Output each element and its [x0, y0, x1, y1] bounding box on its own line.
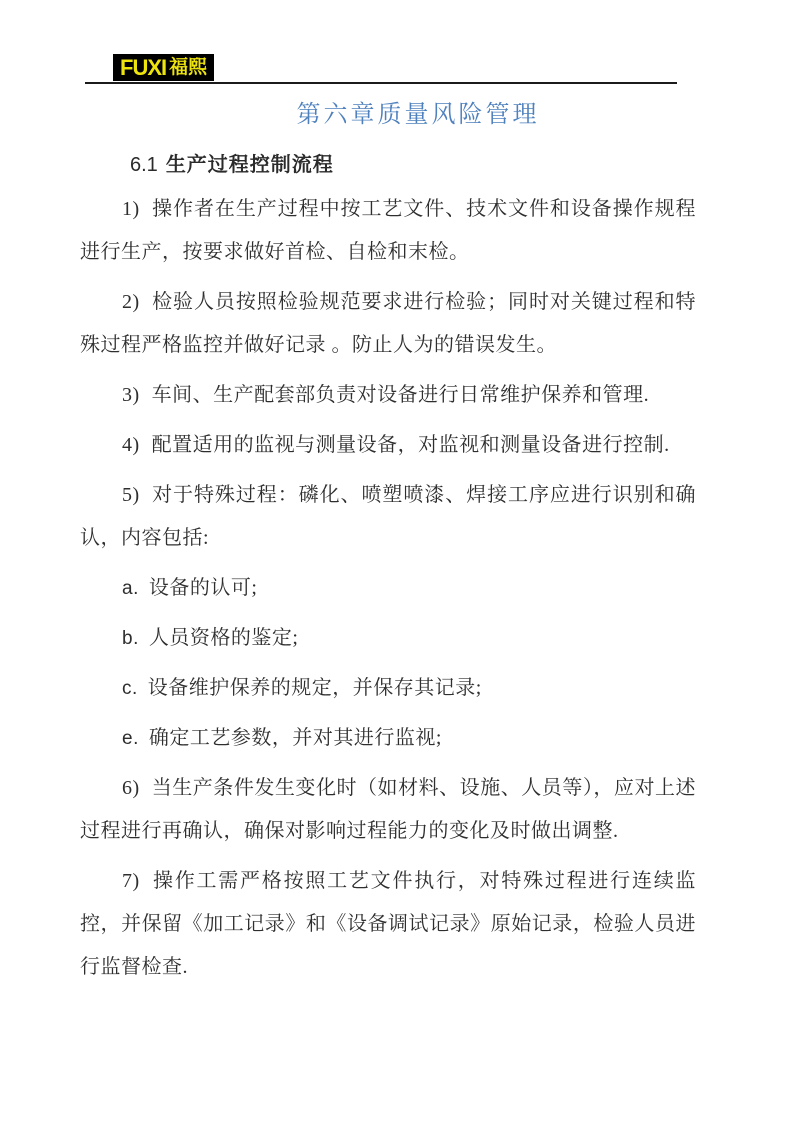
paragraph-5: [80, 474, 696, 560]
list-marker: 7): [122, 870, 140, 892]
paragraph-text: 操作者在生产过程中按工艺文件、技术文件和设备操作规程进行生产，按要求做好首检、自检和末检。: [80, 198, 696, 263]
paragraph-text: 人员资格的鉴定;: [148, 627, 299, 649]
section-heading: [80, 145, 696, 185]
paragraph-text: 车间、生产配套部负责对设备进行日常维护保养和管理.: [151, 384, 650, 406]
section-title: 生产过程控制流程: [165, 154, 334, 176]
document-body: [80, 99, 696, 996]
paragraph-text: 检验人员按照检验规范要求进行检验；同时对关键过程和特殊过程严格监控并做好记录 。防止人为的错误发生。: [80, 291, 696, 356]
paragraph-4: [80, 424, 696, 467]
paragraph-2: [80, 281, 696, 367]
paragraph-text: 当生产条件发生变化时（如材料、设施、人员等），应对上述过程进行再确认，确保对影响过程能力的变化及时做出调整.: [80, 777, 696, 842]
paragraph-3: [80, 374, 696, 417]
list-marker: 5): [122, 484, 140, 506]
list-marker: 1): [122, 198, 140, 220]
list-marker: 2): [122, 291, 140, 313]
list-marker: 3): [122, 384, 140, 406]
paragraph-text: 对于特殊过程：磷化、喷塑喷漆、焊接工序应进行识别和确认，内容包括:: [80, 484, 696, 549]
logo-cjk-text: 福熙: [169, 57, 208, 78]
list-marker: 6): [122, 777, 140, 799]
list-item-a: [80, 567, 696, 610]
list-marker: c.: [122, 678, 138, 699]
paragraph-text: 设备维护保养的规定，并保存其记录;: [147, 677, 482, 699]
header-divider: [85, 82, 677, 84]
fuxi-logo: [113, 54, 214, 81]
list-item-c: [80, 667, 696, 710]
list-marker: e.: [122, 728, 139, 749]
paragraph-text: 操作工需严格按照工艺文件执行，对特殊过程进行连续监控，并保留《加工记录》和《设备调试记录》原始记录，检验人员进行监督检查.: [80, 870, 696, 978]
list-marker: b.: [122, 628, 139, 649]
paragraph-text: 配置适用的监视与测量设备，对监视和测量设备进行控制.: [151, 434, 670, 456]
paragraph-1: [80, 188, 696, 274]
page-title: 第六章质量风险管理: [296, 102, 540, 128]
paragraph-7: [80, 860, 696, 989]
section-number: 6.1: [130, 154, 158, 176]
list-item-b: [80, 617, 696, 660]
paragraph-text: 设备的认可;: [148, 577, 258, 599]
list-item-e: [80, 717, 696, 760]
paragraph-text: 确定工艺参数，并对其进行监视;: [148, 727, 442, 749]
paragraph-6: [80, 767, 696, 853]
list-marker: 4): [122, 434, 140, 456]
logo-latin-text: FUXI: [120, 54, 167, 80]
list-marker: a.: [122, 578, 139, 599]
